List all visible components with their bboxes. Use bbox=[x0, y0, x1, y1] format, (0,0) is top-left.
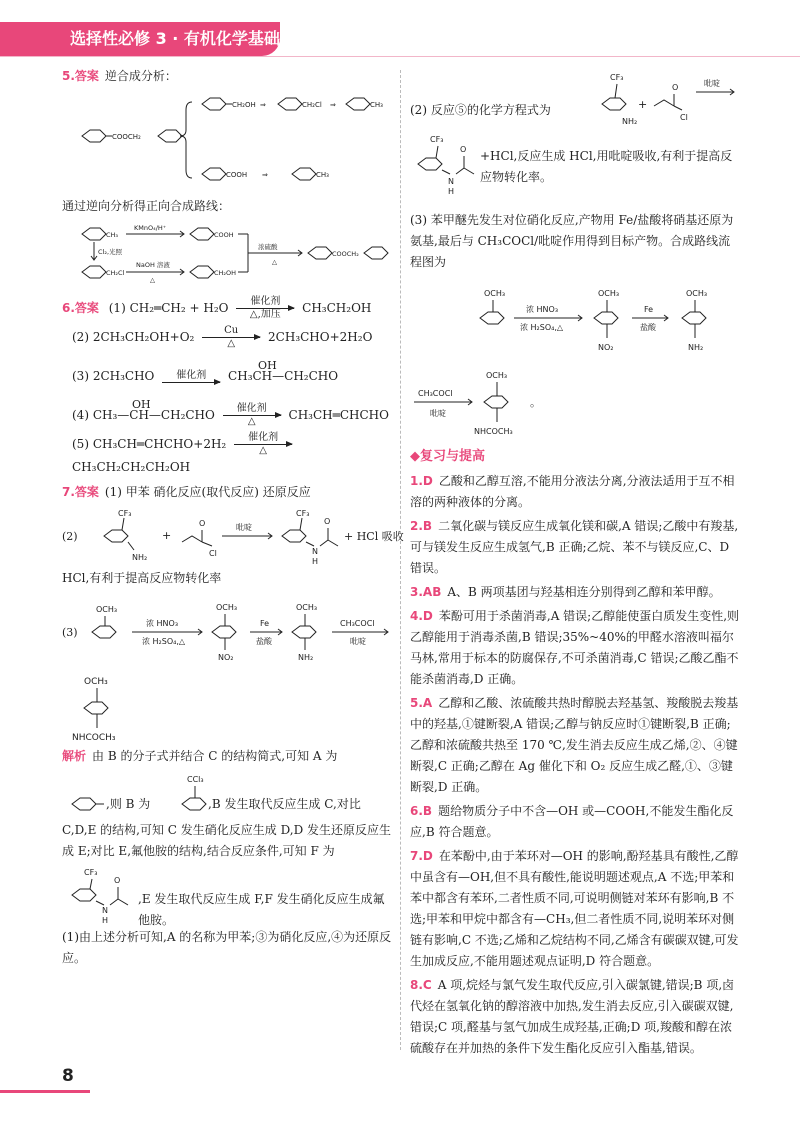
svg-text:。: 。 bbox=[530, 396, 541, 409]
review-item bbox=[410, 471, 742, 513]
r-o-label-2: O bbox=[460, 145, 467, 154]
eq3-oh: OH bbox=[258, 359, 277, 372]
pyridine-label: 吡啶 bbox=[236, 523, 252, 532]
part2-prefix: (2) bbox=[62, 530, 78, 543]
review-item-text: A 项,烷烃与氯气发生取代反应,引入碳氯键,错误;B 项,卤代烃在氢氧化钠的醇溶液中加热,发生消去反应,引入碳碳双键,错误;C 项,醛基与氢气加成生成羟基,正确;D 项,羧酸和醇在浓硫酸存在并加热的条件下发生酯化反应引入酯基,错误。 bbox=[410, 978, 735, 1055]
analysis3-text: ,B 发生取代反应生成 C,对比 bbox=[208, 797, 361, 811]
q7-line1: 7.答案 (1) 甲苯 硝化反应(取代反应) 还原反应 bbox=[62, 485, 311, 499]
r-q7-3-scheme-2 bbox=[410, 362, 742, 442]
ccl3-label: CCl₃ bbox=[187, 775, 204, 784]
q7-analysis-5 bbox=[62, 865, 392, 927]
q7-part2-scheme bbox=[62, 506, 404, 568]
q7-analysis-4: C,D,E 的结构,可知 C 发生硝化反应生成 D,D 发生还原反应生成 E;对比 E,氟他胺的结构,结合反应条件,可知 F 为 bbox=[62, 823, 392, 858]
analysis2-text: ,则 B 为 bbox=[106, 797, 151, 811]
ch2oh-label: CH₂OH bbox=[232, 101, 256, 109]
review-item-tag: 7.D bbox=[410, 849, 433, 863]
och3-label-2: OCH₃ bbox=[216, 603, 238, 612]
h2so4-label: 浓 H₂SO₄,△ bbox=[142, 637, 186, 646]
h-label: H bbox=[312, 557, 319, 566]
anisole-route-diagram bbox=[62, 592, 392, 670]
eq1-arrow: 催化剂 △,加压 bbox=[236, 296, 294, 321]
ch2cl-label: CH₂Cl bbox=[302, 101, 322, 109]
q6-eq2 bbox=[62, 325, 392, 350]
page-number: 8 bbox=[62, 1066, 74, 1086]
r-cl-label: Cl bbox=[680, 113, 688, 122]
cl-label: Cl bbox=[209, 549, 217, 558]
eq4-oh: OH bbox=[132, 398, 151, 411]
o-label-2: O bbox=[324, 517, 331, 526]
no2-label: NO₂ bbox=[218, 653, 234, 662]
review-section-title: ◆复习与提高 bbox=[410, 449, 485, 464]
och3-label-3: OCH₃ bbox=[296, 603, 318, 612]
r-pyridine-label-2: 吡啶 bbox=[430, 409, 446, 418]
r-no2-label: NO₂ bbox=[598, 343, 614, 352]
r-q7-3-scheme bbox=[410, 276, 742, 362]
review-answer-list bbox=[410, 471, 742, 1059]
r-q7-2 bbox=[410, 66, 742, 132]
hcl-absorb-label: + HCl 吸收 bbox=[344, 530, 404, 543]
header-banner bbox=[0, 22, 280, 56]
svg-text:+: + bbox=[638, 98, 648, 111]
review-item-text: 二氧化碳与镁反应生成氧化镁和碳,A 错误;乙酸中有羧基,可与镁发生反应生成氢气,B 正确;乙烷、苯不与镁反应,C、D 错误。 bbox=[410, 519, 739, 575]
benzyl-cl-label: CH₂Cl bbox=[106, 269, 125, 277]
analysis-tag: 解析 bbox=[62, 749, 87, 763]
q6-eq4 bbox=[62, 391, 392, 428]
r-nh2-label: NH₂ bbox=[622, 117, 638, 126]
eq5-left: (5) CH₃CH═CHCHO+2H₂ bbox=[72, 437, 227, 451]
review-item bbox=[410, 846, 742, 972]
r-q7-2b bbox=[410, 132, 742, 202]
forward-synthesis-diagram bbox=[62, 220, 392, 290]
r-o-label: O bbox=[672, 83, 679, 92]
flutamide-reaction-diagram bbox=[62, 506, 404, 568]
review-item-tag: 3.AB bbox=[410, 585, 442, 599]
retro-synthesis-diagram bbox=[62, 90, 392, 190]
q5-intro: 逆合成分析： bbox=[104, 69, 177, 83]
r-fe-label: Fe bbox=[644, 305, 654, 314]
review-item-text: 乙酸和乙醇互溶,不能用分液法分离,分液法适用于互不相溶的两种液体的分离。 bbox=[410, 474, 735, 509]
eq4-arrow: 催化剂 △ bbox=[223, 403, 281, 428]
review-item bbox=[410, 516, 742, 579]
eq5-arrow: 催化剂 △ bbox=[234, 432, 292, 457]
svg-text:⇒: ⇒ bbox=[260, 101, 266, 109]
kmno4-label: KMnO₄/H⁺ bbox=[134, 224, 167, 232]
q7-tag: 7.答案 bbox=[62, 485, 99, 499]
eq5-right: CH₃CH₂CH₂CH₂OH bbox=[72, 460, 191, 474]
r-hno3-label: 浓 HNO₃ bbox=[526, 305, 559, 314]
cf3-label-3: CF₃ bbox=[84, 868, 98, 877]
eq3-arrow: 催化剂 bbox=[162, 370, 220, 383]
benzyl-oh-label: CH₂OH bbox=[214, 269, 237, 277]
svg-text:⇒: ⇒ bbox=[262, 171, 268, 179]
n-label-2: N bbox=[102, 906, 108, 915]
r-nhcoch3-label: NHCOCH₃ bbox=[474, 427, 513, 436]
review-item bbox=[410, 606, 742, 690]
r-amide-diagram bbox=[410, 132, 490, 202]
review-item-tag: 6.B bbox=[410, 804, 433, 818]
hno3-label: 浓 HNO₃ bbox=[146, 619, 179, 628]
q5-forward-scheme bbox=[62, 220, 392, 290]
ch3cocl-label: CH₃COCl bbox=[340, 619, 375, 628]
r-q7-2-text: (2) 反应⑤的化学方程式为 bbox=[410, 103, 551, 117]
cooh-label: COOH bbox=[226, 171, 248, 179]
right-column bbox=[410, 66, 742, 1062]
review-item-text: 题给物质分子中不含—OH 或—COOH,不能发生酯化反应,B 符合题意。 bbox=[410, 804, 734, 839]
eq3-right: OH CH₃CH—CH₂CHO bbox=[228, 369, 338, 383]
eq2-arrow: Cu △ bbox=[202, 325, 260, 350]
product-ester-label: COOCH₂ bbox=[332, 250, 359, 258]
nh2-label-2: NH₂ bbox=[298, 653, 314, 662]
och3-label-4: OCH₃ bbox=[84, 677, 108, 687]
fe-label: Fe bbox=[260, 619, 270, 628]
r-n-label: N bbox=[448, 177, 454, 186]
eq3-left: (3) 2CH₃CHO bbox=[72, 369, 155, 383]
cf3-label: CF₃ bbox=[118, 509, 132, 518]
cl2-label: Cl₂,光照 bbox=[98, 248, 123, 256]
q7-part3-scheme bbox=[62, 592, 392, 670]
review-item-text: A、B 两项基团与羟基相连分别得到乙醇和苯甲醇。 bbox=[447, 585, 721, 599]
h-label-2: H bbox=[102, 916, 109, 925]
conc-h2so4-label: 浓硫酸 bbox=[258, 243, 278, 251]
review-item bbox=[410, 801, 742, 843]
q5-heading bbox=[62, 66, 392, 87]
header-title: 选择性必修 3 · 有机化学基础 bbox=[70, 29, 280, 48]
q6-eq3 bbox=[62, 354, 392, 387]
review-item bbox=[410, 693, 742, 798]
part3-prefix: (3) bbox=[62, 626, 78, 639]
review-item bbox=[410, 582, 742, 603]
r-q7-2b-text: +HCl,反应生成 HCl,用吡啶吸收,有利于提高反应物转化率。 bbox=[480, 149, 733, 184]
q7-analysis-2 bbox=[62, 770, 392, 820]
ch3-label: CH₃ bbox=[370, 101, 383, 109]
review-item-tag: 8.C bbox=[410, 978, 432, 992]
eq1-right: CH₃CH₂OH bbox=[302, 301, 372, 315]
naoh-label: NaOH 溶液 bbox=[136, 261, 170, 269]
eq2-right: 2CH₃CHO+2H₂O bbox=[268, 330, 373, 344]
nhcoch3-label: NHCOCH₃ bbox=[72, 733, 116, 743]
r-hcl-acid-label: 盐酸 bbox=[640, 323, 656, 332]
r-och3-label-3: OCH₃ bbox=[686, 289, 708, 298]
r-cf3-label: CF₃ bbox=[610, 73, 624, 82]
q7-analysis-1: 解析 由 B 的分子式并结合 C 的结构简式,可知 A 为 bbox=[62, 749, 338, 763]
r-nh2-label-2: NH₂ bbox=[688, 343, 704, 352]
delta-label: △ bbox=[150, 276, 155, 284]
column-divider bbox=[400, 70, 401, 1050]
r-pyridine-label: 吡啶 bbox=[704, 79, 720, 88]
r-cf3-label-2: CF₃ bbox=[430, 135, 444, 144]
toluene-ch3-label: CH₃ bbox=[106, 231, 119, 239]
q6-tag: 6.答案 bbox=[62, 301, 99, 315]
o-label-3: O bbox=[114, 876, 121, 885]
r-ch3cocl-label: CH₃COCl bbox=[418, 389, 453, 398]
left-column bbox=[62, 66, 404, 972]
eq4-left: OH (4) CH₃—CH—CH₂CHO bbox=[72, 408, 215, 422]
r-och3-label: OCH₃ bbox=[484, 289, 506, 298]
hcl-acid-label: 盐酸 bbox=[256, 637, 272, 646]
ch3-label-2: CH₃ bbox=[316, 171, 329, 179]
nh2-label: NH₂ bbox=[132, 553, 148, 562]
review-item bbox=[410, 975, 742, 1059]
q7-analysis-6: (1)由上述分析可知,A 的名称为甲苯;③为硝化反应,④为还原反应。 bbox=[62, 930, 392, 965]
r-q7-3: (3) 苯甲醚先发生对位硝化反应,产物用 Fe/盐酸将硝基还原为氨基,最后与 CH₃COCl/吡啶作用得到目标产物。合成路线流程图为 bbox=[410, 213, 734, 269]
q7-part2-cont: HCl,有利于提高反应物转化率 bbox=[62, 571, 222, 585]
svg-text:+: + bbox=[162, 529, 172, 542]
review-item-text: 在苯酚中,由于苯环对—OH 的影响,酚羟基具有酸性,乙醇中虽含有—OH,但不具有酸性,能说明题述观点,A 不选;甲苯和苯中都含有苯环,二者性质不同,可说明侧链对苯环有影响,B 不选;甲苯和甲烷中都含有—CH₃,但二者性质不同,说明苯环对侧链有影响,C 不选;乙烯和乙烷结构不同,乙烯含有碳碳双键,可发生加成反应,不能用题述观点证明,D 符合题意。 bbox=[410, 849, 739, 968]
q5-forward-intro: 通过逆向分析得正向合成路线： bbox=[62, 199, 231, 213]
r-anisole-route-diagram bbox=[410, 276, 740, 362]
benzene-ring-icon bbox=[158, 130, 182, 142]
review-item-text: 苯酚可用于杀菌消毒,A 错误;乙醇能使蛋白质发生变性,则乙醇能用于消毒杀菌,B 错误;35%~40%的甲醛水溶液叫福尔马林,常用于标本的防腐保存,不可杀菌消毒,C 错误;乙酸乙酯不能杀菌消毒,D 正确。 bbox=[410, 609, 740, 686]
ester-label: COOCH₂ bbox=[112, 133, 141, 141]
cf3-label-2: CF₃ bbox=[296, 509, 310, 518]
n-label: N bbox=[312, 547, 318, 556]
eq2-left: (2) 2CH₃CH₂OH+O₂ bbox=[72, 330, 195, 344]
r-h-label: H bbox=[448, 187, 455, 196]
r-h2so4-label: 浓 H₂SO₄,△ bbox=[520, 323, 564, 332]
svg-text:⇒: ⇒ bbox=[330, 101, 336, 109]
q6-eq1 bbox=[62, 296, 392, 321]
eq4-right: CH₃CH═CHCHO bbox=[288, 408, 389, 422]
review-item-text: 乙醇和乙酸、浓硫酸共热时醇脱去羟基氢、羧酸脱去羧基中的羟基,①键断裂,A 错误;乙醇与钠反应时①键断裂,B 正确;乙醇和浓硫酸共热至 170 ℃,发生消去反应生成乙烯,②、④键断裂,C 正确;乙醇在 Ag 催化下和 O₂ 反应生成乙醛,①、③键断裂,D 正确。 bbox=[410, 696, 739, 794]
header-rule bbox=[0, 56, 800, 57]
page-number-underline bbox=[0, 1090, 90, 1093]
acetanilide-product-diagram bbox=[62, 670, 182, 746]
benzene-ring-icon bbox=[82, 130, 106, 142]
analysis5-text: ,E 发生取代反应生成 F,F 发生硝化反应生成氟他胺。 bbox=[138, 892, 385, 927]
pyridine-label-2: 吡啶 bbox=[350, 637, 366, 646]
r-och3-label-2: OCH₃ bbox=[598, 289, 620, 298]
review-item-tag: 5.A bbox=[410, 696, 433, 710]
q6-eq5 bbox=[62, 432, 392, 478]
r-q7-2-diagram bbox=[588, 66, 738, 132]
q5-retro-scheme bbox=[62, 90, 392, 190]
q7-product bbox=[62, 670, 392, 746]
o-label: O bbox=[199, 519, 206, 528]
review-item-tag: 2.B bbox=[410, 519, 433, 533]
eq1-left: (1) CH₂═CH₂ + H₂O bbox=[108, 301, 229, 315]
review-item-tag: 1.D bbox=[410, 474, 433, 488]
delta-label-2: △ bbox=[272, 258, 277, 266]
och3-label: OCH₃ bbox=[96, 605, 118, 614]
review-item-tag: 4.D bbox=[410, 609, 433, 623]
r-acetylation-diagram bbox=[410, 362, 610, 442]
q5-tag: 5.答案 bbox=[62, 69, 99, 83]
r-och3-label-4: OCH₃ bbox=[486, 371, 508, 380]
benzoic-cooh-label: COOH bbox=[214, 231, 234, 239]
